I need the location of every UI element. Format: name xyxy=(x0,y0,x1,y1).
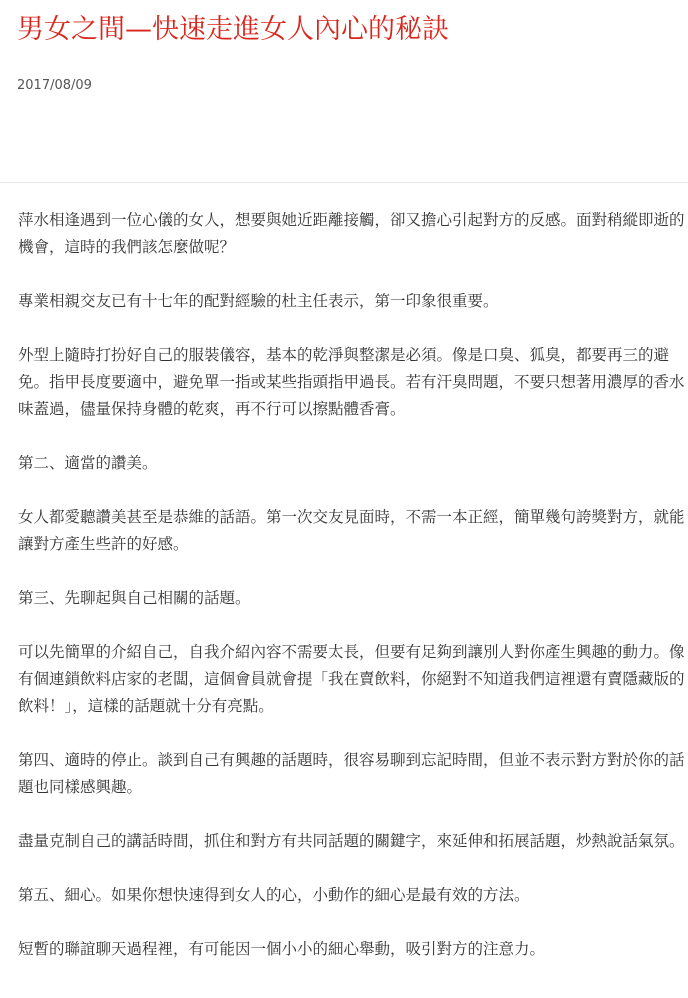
article-date: 2017/08/09 xyxy=(17,78,92,93)
paragraph-attentiveness: 短暫的聯誼聊天過程裡，有可能因一個小小的細心舉動，吸引對方的注意力。 xyxy=(18,940,546,958)
paragraph-point-four: 第四、適時的停止。談到自己有興趣的話題時，很容易聊到忘記時間，但並不表示對方對於你的話題也同樣感興趣。 xyxy=(18,751,685,796)
paragraph-restraint: 盡量克制自己的講話時間，抓住和對方有共同話題的關鍵字，來延伸和拓展話題，炒熱說話氣氛。 xyxy=(18,832,685,850)
article-title: 男女之間—快速走進女人內心的秘訣 xyxy=(17,14,449,45)
article-header xyxy=(0,0,688,182)
paragraph-point-five: 第五、細心。如果你想快速得到女人的心，小動作的細心是最有效的方法。 xyxy=(18,886,530,904)
paragraph-praise: 女人都愛聽讚美甚至是恭維的話語。第一次交友見面時，不需一本正經，簡單幾句誇獎對方，就能讓對方產生些許的好感。 xyxy=(18,508,685,553)
paragraph-point-two-heading: 第二、適當的讚美。 xyxy=(18,454,158,472)
article-body xyxy=(18,207,686,990)
paragraph-self-introduction: 可以先簡單的介紹自己，自我介紹內容不需要太長，但要有足夠到讓別人對你產生興趣的動力。像有個連鎖飲料店家的老闆，這個會員就會提「我在賣飲料，你絕對不知道我們這裡還有賣隱藏版的飲料！」，這樣的話題就十分有亮點。 xyxy=(18,643,685,715)
paragraph-intro: 萍水相逢遇到一位心儀的女人，想要與她近距離接觸，卻又擔心引起對方的反感。面對稍縱即逝的機會，這時的我們該怎麼做呢？ xyxy=(18,211,685,256)
paragraph-first-impression: 專業相親交友已有十七年的配對經驗的杜主任表示，第一印象很重要。 xyxy=(18,292,499,310)
header-divider xyxy=(0,182,688,183)
paragraph-appearance: 外型上隨時打扮好自己的服裝儀容，基本的乾淨與整潔是必須。像是口臭、狐臭，都要再三的避免。指甲長度要適中，避免單一指或某些指頭指甲過長。若有汗臭問題，不要只想著用濃厚的香水味蓋過，儘量保持身體的乾爽，再不行可以擦點體香膏。 xyxy=(18,346,685,418)
paragraph-point-three-heading: 第三、先聊起與自己相關的話題。 xyxy=(18,589,251,607)
